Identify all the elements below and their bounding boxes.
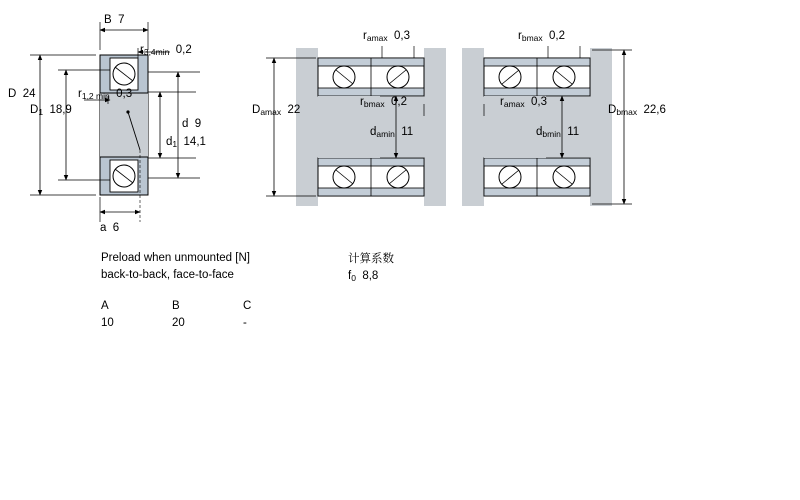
label-r34min: $r_{3,4min}$ 0,2: [140, 44, 192, 57]
label-d: d 9: [182, 118, 202, 130]
preload-col-C-value: -: [243, 317, 247, 329]
preload-subtitle: back-to-back, face-to-face: [101, 269, 234, 281]
label-damin: $d_{amin}$ 11: [370, 126, 414, 139]
label-a: a 6: [100, 222, 120, 234]
preload-col-C-header: C: [243, 300, 252, 312]
preload-col-A-value: 10: [101, 317, 114, 329]
label-ramax-top: $r_{amax}$ 0,3: [363, 30, 411, 43]
label-Damax: $D_{amax}$ 22: [252, 104, 301, 117]
label-d1: $d_1$ 14,1: [166, 136, 206, 149]
label-dbmin: $d_{bmin}$ 11: [536, 126, 580, 139]
label-D1: $D_1$ 18,9: [30, 104, 72, 117]
preload-col-A-header: A: [101, 300, 109, 312]
preload-col-B-value: 20: [172, 317, 185, 329]
calc-f0-value: $f_0$ 8,8: [348, 270, 379, 283]
label-ramax-inner: $r_{amax}$ 0,3: [500, 96, 548, 109]
label-Dbmax: $D_{bmax}$ 22,6: [608, 104, 666, 117]
preload-col-B-header: B: [172, 300, 180, 312]
preload-title: Preload when unmounted [N]: [101, 252, 250, 264]
calc-title: 计算系数: [348, 251, 394, 265]
label-r12min: $r_{1,2 min}$ 0,3: [78, 88, 133, 101]
label-D: D 24: [8, 88, 36, 100]
label-rbmax-inner: $r_{bmax}$ 0,2: [360, 96, 408, 109]
label-B: B 7: [104, 14, 125, 26]
label-rbmax-top: $r_{bmax}$ 0,2: [518, 30, 566, 43]
